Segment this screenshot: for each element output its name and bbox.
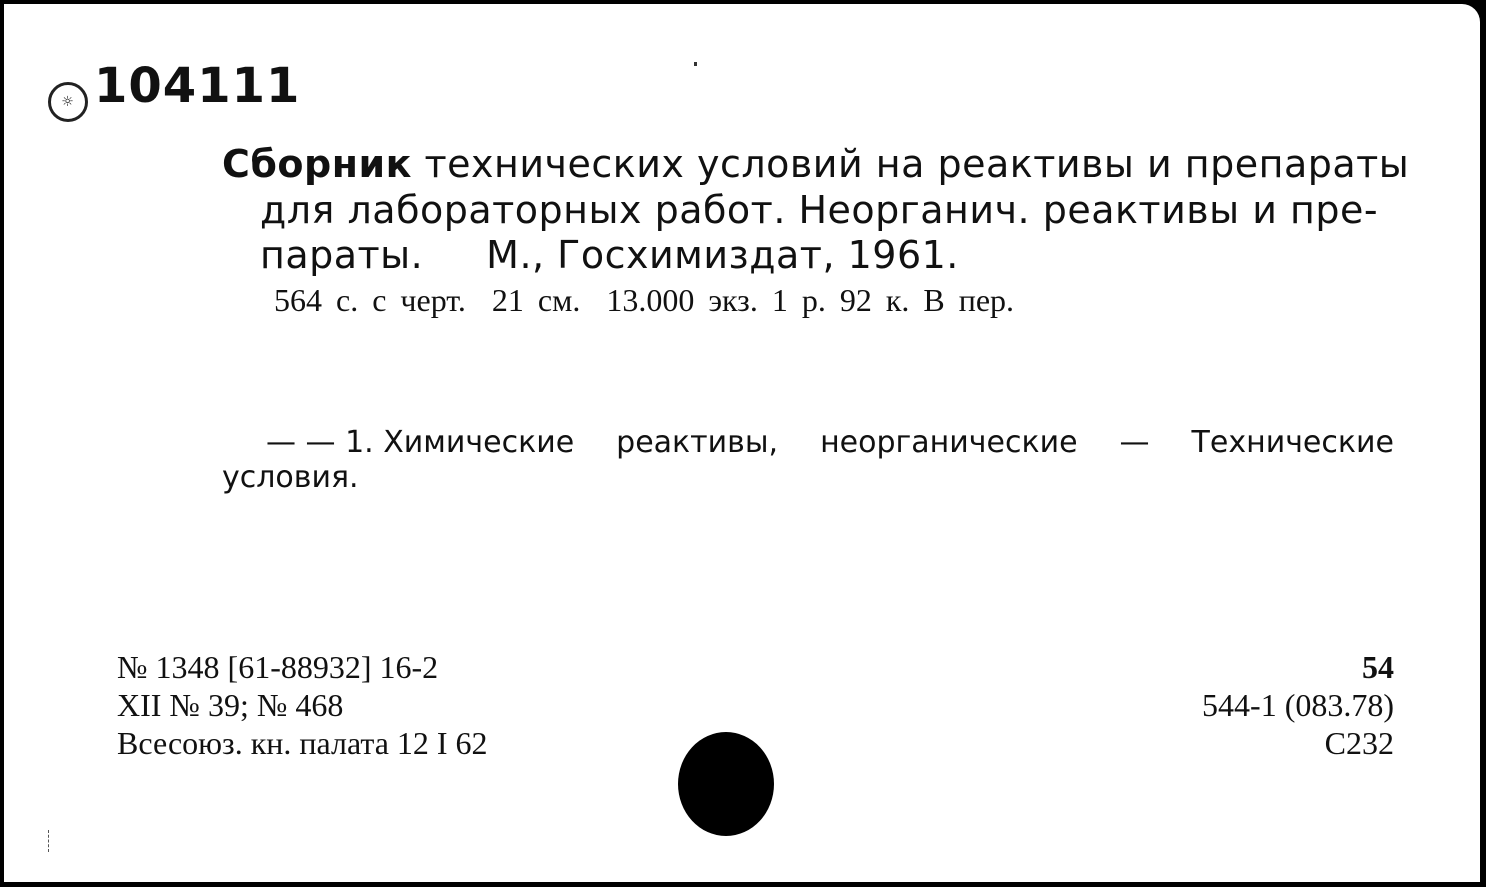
title-line-1-rest: технических условий на реактивы и препараты — [411, 142, 1410, 186]
subject-heading-line-1 — [266, 424, 1394, 462]
physical-description — [274, 280, 1040, 320]
title-line-3: параты. М., Госхимиздат, 1961. — [260, 233, 959, 277]
accession-number: 104111 — [94, 58, 301, 114]
footer-left-line-3: Всесоюз. кн. палата 12 I 62 — [117, 725, 488, 761]
udc-code: 544-1 (083.78) — [1202, 687, 1394, 723]
print-run-price: 13.000 экз. 1 р. 92 к. В пер. — [606, 282, 1015, 318]
title-line-2: для лабораторных работ. Неорганич. реактивы и пре- — [260, 188, 1379, 232]
subject-part: реактивы, — [616, 425, 779, 460]
subject-part: — — [1119, 425, 1150, 460]
footer-left-line-1: № 1348 [61-88932] 16-2 — [117, 649, 439, 685]
classification-number: 54 — [1362, 649, 1394, 685]
pages-info: 564 с. с черт. — [274, 282, 466, 318]
subject-part: неорганические — [820, 425, 1078, 460]
subject-part: — — 1. Химические — [266, 425, 575, 460]
subject-heading-line-2: условия. — [222, 460, 359, 495]
author-mark: С232 — [1324, 725, 1394, 761]
size-info: 21 см. — [491, 282, 581, 318]
subject-part: Технические — [1191, 425, 1394, 460]
catalog-card — [4, 4, 1480, 882]
title-line-1 — [222, 142, 1409, 186]
library-seal-icon: ☼ — [48, 82, 88, 122]
punch-hole — [678, 732, 774, 836]
ink-speck — [48, 830, 52, 852]
footer-left-line-2: XII № 39; № 468 — [117, 687, 344, 723]
accession-stamp — [48, 58, 301, 122]
title-lead-word: Сборник — [222, 142, 412, 186]
ink-speck — [694, 62, 697, 66]
